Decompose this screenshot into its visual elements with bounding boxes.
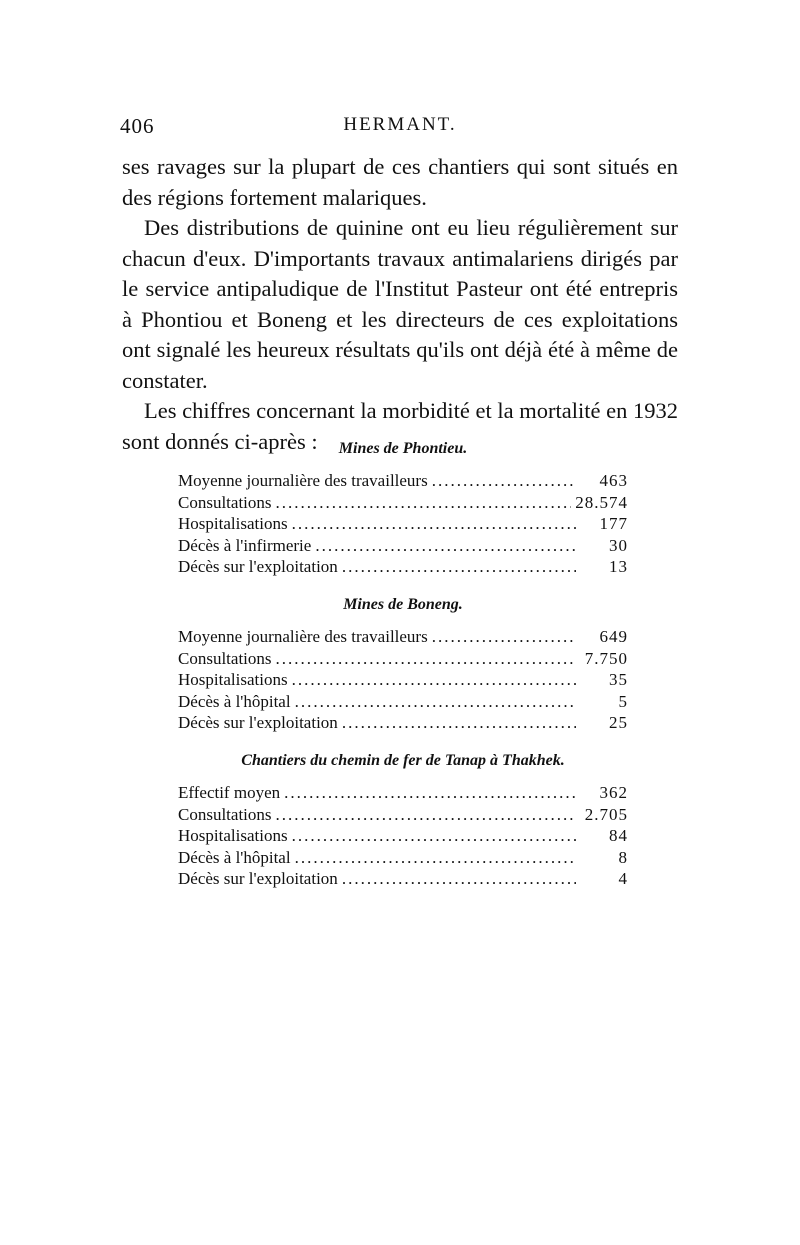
row-value: 35 — [609, 670, 628, 689]
row-label: Décès sur l'exploitation — [178, 557, 338, 576]
row-value: 2.705 — [584, 804, 628, 824]
dot-leader — [284, 782, 576, 804]
dot-leader — [432, 470, 576, 492]
row-label: Décès sur l'exploitation — [178, 713, 338, 732]
dot-leader — [276, 492, 572, 514]
table-row — [178, 626, 628, 648]
section-title: Mines de Boneng. — [343, 596, 463, 613]
running-head: HERMANT. — [343, 114, 457, 135]
dot-leader — [295, 847, 576, 869]
dot-leader — [342, 712, 576, 734]
table-row — [178, 556, 628, 578]
row-value: 28.574 — [575, 492, 628, 512]
row-label: Consultations — [178, 648, 272, 668]
section-phontieu — [178, 440, 628, 578]
dot-leader — [276, 804, 576, 826]
table-row — [178, 492, 628, 514]
row-value: 7.750 — [584, 648, 628, 668]
paragraph: Des distributions de quinine ont eu lieu régulièrement sur chacun d'eux. D'importants travaux antimalariens dirigés par le service antipaludique de l'Institut Pasteur ont été entrepris à Phontiou et Boneng et les directeurs de ces exploitations ont signalé les heureux résultats qu'ils ont déjà été à même de constater. — [122, 215, 678, 393]
row-label: Décès à l'hôpital — [178, 847, 291, 867]
row-value: 362 — [599, 783, 628, 802]
row-value: 13 — [609, 557, 628, 576]
row-label: Hospitalisations — [178, 670, 288, 689]
dot-leader — [295, 691, 576, 713]
row-label: Hospitalisations — [178, 826, 288, 845]
table-row — [178, 513, 628, 535]
row-value: 25 — [609, 713, 628, 732]
table-row — [178, 868, 628, 890]
dot-leader — [292, 825, 576, 847]
row-value: 177 — [599, 514, 628, 533]
table-row — [178, 847, 628, 869]
row-label: Hospitalisations — [178, 514, 288, 533]
dot-leader — [276, 648, 576, 670]
dot-leader — [292, 513, 576, 535]
table-row — [178, 782, 628, 804]
body-text — [122, 152, 678, 457]
row-value: 5 — [618, 691, 628, 711]
paragraph: ses ravages sur la plupart de ces chantiers qui sont situés en des régions fortement malariques. — [122, 154, 678, 210]
row-value: 84 — [609, 826, 628, 845]
row-label: Moyenne journalière des travailleurs — [178, 471, 428, 490]
table-row — [178, 648, 628, 670]
section-boneng — [178, 596, 628, 734]
table-row — [178, 535, 628, 557]
row-value: 649 — [599, 627, 628, 646]
table-row — [178, 691, 628, 713]
section-title: Mines de Phontieu. — [338, 440, 468, 457]
section-title: Chantiers du chemin de fer de Tanap à Thakhek. — [241, 752, 565, 769]
paragraph: Les chiffres concernant la morbidité et la mortalité en 1932 sont donnés ci-après : — [122, 398, 678, 454]
dot-leader — [342, 556, 576, 578]
row-label: Consultations — [178, 492, 272, 512]
page-header — [120, 114, 680, 144]
row-label: Décès à l'infirmerie — [178, 535, 312, 555]
table-row — [178, 712, 628, 734]
row-value: 463 — [599, 471, 628, 490]
row-label: Consultations — [178, 804, 272, 824]
table-row — [178, 804, 628, 826]
table-row — [178, 825, 628, 847]
row-label: Effectif moyen — [178, 783, 281, 802]
table-row — [178, 669, 628, 691]
dot-leader — [342, 868, 576, 890]
row-label: Décès sur l'exploitation — [178, 869, 338, 888]
row-value: 30 — [609, 535, 628, 555]
row-value: 4 — [618, 869, 628, 888]
row-label: Moyenne journalière des travailleurs — [178, 627, 428, 646]
dot-leader — [432, 626, 576, 648]
section-tanap-thakhek — [178, 752, 628, 890]
dot-leader — [315, 535, 576, 557]
table-row — [178, 470, 628, 492]
row-value: 8 — [618, 847, 628, 867]
page-number: 406 — [120, 114, 155, 138]
row-label: Décès à l'hôpital — [178, 691, 291, 711]
dot-leader — [292, 669, 576, 691]
